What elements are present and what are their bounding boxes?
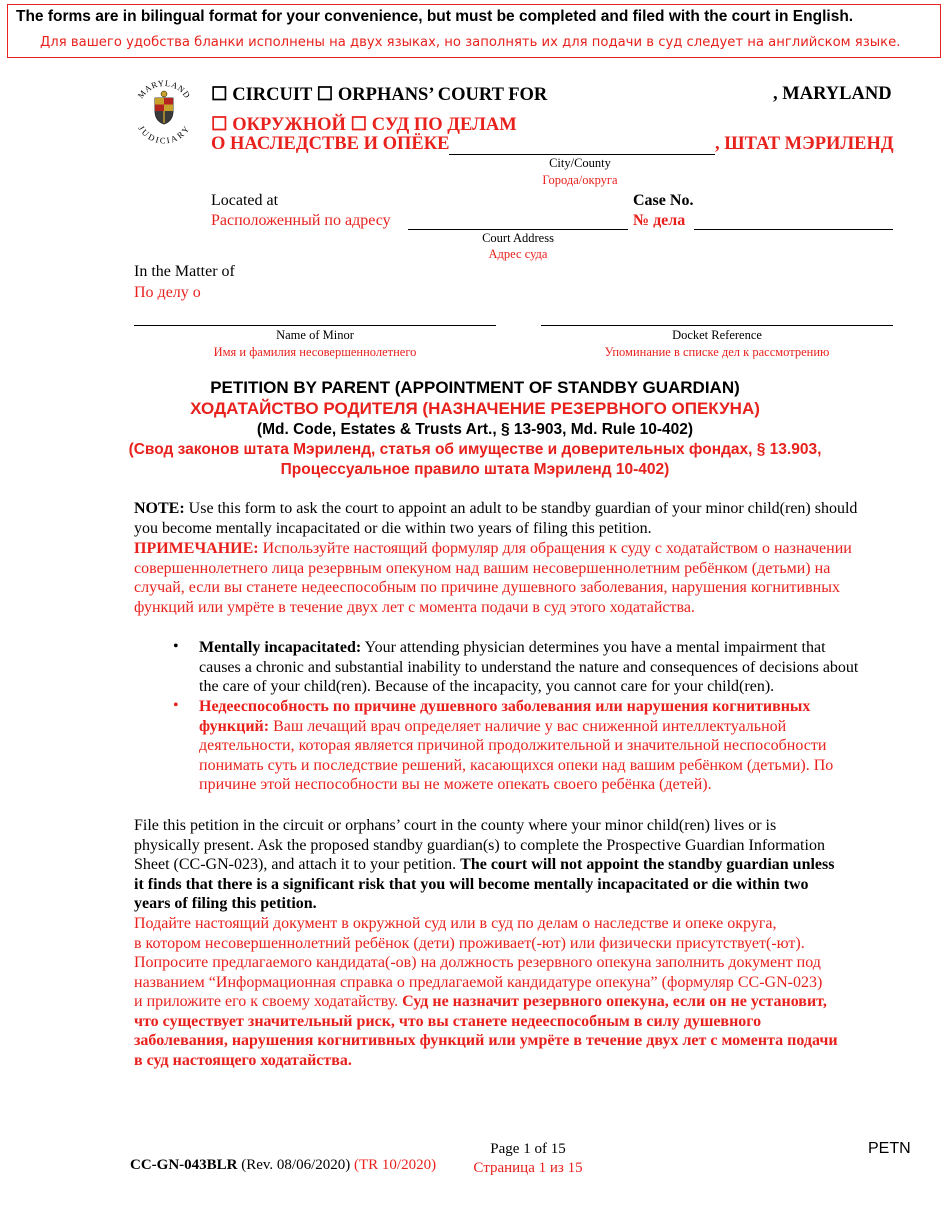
bullet-icon: • bbox=[173, 638, 179, 655]
form-number: CC-GN-043BLR (Rev. 08/06/2020) (TR 10/2020) bbox=[130, 1157, 437, 1173]
case-number-field[interactable] bbox=[694, 229, 893, 230]
page-number-ru: Страница 1 из 15 bbox=[473, 1160, 583, 1176]
court-state-russian: , ШТАТ МЭРИЛЕНД bbox=[715, 134, 894, 154]
bullet-mentally-incapacitated-ru: Недееспособность по причине душевного заболевания или нарушения когнитивных функций: Ваш лечащий врач определяет наличие у вас сниженной интеллектуальной деятельности, которая является причиной продолжительной и значительной неспособности понимать суть и последствие решений, касающихся опеки над вашим ребёнком (детьми). По причине этой неспособности вы не можете опекать своего ребёнка (детей). bbox=[199, 698, 834, 793]
filing-instructions-en: File this petition in the circuit or orphans’ court in the county where your minor child(ren) lives or is physically present. Ask the proposed standby guardian(s) to complete the Prospective Guardian Information Sheet (CC-GN-023), and attach it to your petition. The court will not appoint the standby guardian unless it finds that there is a significant risk that you will become mentally incapacitated or die within two years of filing this petition. bbox=[134, 817, 835, 912]
note-english: NOTE: Use this form to ask the court to appoint an adult to be standby guardian of your minor child(ren) should you become mentally incapacitated or die within two years of filing this petition. bbox=[134, 500, 858, 537]
bullet-icon: • bbox=[173, 697, 179, 714]
filing-instructions-ru: Подайте настоящий документ в окружной суд или в суд по делам о наследстве и опеке округа, в котором несовершеннолетний ребёнок (дети) проживает(-ют) или физически присутствует(-ют). Попросите предлагаемого кандидата(-ов) на должность резервного опекуна заполнить документ под названием “Информационная справка о предлагаемой кандидатуре опекуна” (формуляр CC-GN-023) и приложите его к своему ходатайству. Суд не назначит резервного опекуна, если он не установит, что существует значительный риск, что вы станете недееспособным в силу душевного заболевания, нарушения когнитивных функций или умрёте в течение двух лет с момента подачи в суд настоящего ходатайства. bbox=[134, 915, 838, 1069]
court-state-english: , MARYLAND bbox=[773, 84, 892, 104]
court-type-russian: ☐ ОКРУЖНОЙ ☐ СУД ПО ДЕЛАМ bbox=[211, 115, 517, 135]
note-label-ru: ПРИМЕЧАНИЕ: bbox=[134, 540, 259, 557]
banner-russian-text: Для вашего удобства бланки исполнены на двух языках, но заполнять их для подачи в суд следует на английском языке. bbox=[40, 35, 901, 50]
form-code: PETN bbox=[868, 1140, 911, 1157]
seal-shield-icon bbox=[155, 91, 173, 124]
court-address-label-en: Court Address bbox=[482, 231, 554, 245]
svg-text:JUDICIARY bbox=[136, 124, 191, 144]
located-at-label-ru: Расположенный по адресу bbox=[211, 212, 391, 229]
case-number-label-ru: № дела bbox=[633, 212, 686, 229]
form-citation-ru-line2: Процессуальное правило штата Мэриленд 10-402) bbox=[280, 461, 670, 478]
form-citation-ru-line1: (Свод законов штата Мэриленд, статья об имуществе и доверительных фондах, § 13.903, bbox=[128, 441, 822, 458]
seal-top-text: MARYLAND bbox=[135, 78, 193, 101]
court-type-english: ☐ CIRCUIT ☐ ORPHANS’ COURT FOR bbox=[211, 85, 548, 105]
name-of-minor-label-en: Name of Minor bbox=[276, 328, 354, 342]
court-address-field[interactable] bbox=[408, 229, 628, 230]
city-county-field[interactable] bbox=[449, 154, 715, 155]
maryland-judiciary-seal bbox=[131, 78, 197, 144]
court-type-russian-line2: О НАСЛЕДСТВЕ И ОПЁКЕ bbox=[211, 134, 450, 154]
form-title-ru: ХОДАТАЙСТВО РОДИТЕЛЯ (НАЗНАЧЕНИЕ РЕЗЕРВНОГО ОПЕКУНА) bbox=[190, 399, 760, 418]
page-number-en: Page 1 of 15 bbox=[490, 1141, 566, 1157]
banner-english-text: The forms are in bilingual format for your convenience, but must be completed and filed with the court in English. bbox=[16, 8, 854, 25]
seal-bottom-text: JUDICIARY bbox=[136, 123, 192, 144]
docket-reference-field[interactable] bbox=[541, 325, 893, 326]
court-address-label-ru: Адрес суда bbox=[488, 247, 548, 261]
name-of-minor-field[interactable] bbox=[134, 325, 496, 326]
in-the-matter-of-label-en: In the Matter of bbox=[134, 263, 235, 280]
city-county-label-ru: Города/округа bbox=[542, 173, 618, 187]
note-label-en: NOTE: bbox=[134, 500, 185, 517]
bilingual-notice-banner bbox=[7, 4, 941, 58]
form-citation-en: (Md. Code, Estates & Trusts Art., § 13-903, Md. Rule 10-402) bbox=[256, 421, 694, 438]
form-title-en: PETITION BY PARENT (APPOINTMENT OF STANDBY GUARDIAN) bbox=[210, 378, 740, 397]
case-number-label-en: Case No. bbox=[633, 192, 694, 209]
city-county-label-en: City/County bbox=[549, 156, 611, 170]
docket-reference-label-en: Docket Reference bbox=[672, 328, 762, 342]
name-of-minor-label-ru: Имя и фамилия несовершеннолетнего bbox=[213, 345, 417, 359]
in-the-matter-of-label-ru: По делу о bbox=[134, 284, 201, 301]
bullet-mentally-incapacitated-en: Mentally incapacitated: Your attending physician determines you have a mental impairment that causes a chronic and substantial inability to understand the nature and consequences of decisions about the care of your child(ren). Because of the incapacity, you cannot care for your child(ren). bbox=[199, 639, 859, 695]
docket-reference-label-ru: Упоминание в списке дел к рассмотрению bbox=[604, 345, 830, 359]
note-russian: ПРИМЕЧАНИЕ: Используйте настоящий формуляр для обращения к суду с ходатайством о назначении совершеннолетнего лица резервным опекуном над вашим несовершеннолетним ребёнком (детьми) на случай, если вы станете недееспособным по причине душевного заболевания, нарушения когнитивных функций или умрёте в течение двух лет с момента подачи в суд этого ходатайства. bbox=[134, 540, 852, 616]
located-at-label-en: Located at bbox=[211, 192, 279, 209]
